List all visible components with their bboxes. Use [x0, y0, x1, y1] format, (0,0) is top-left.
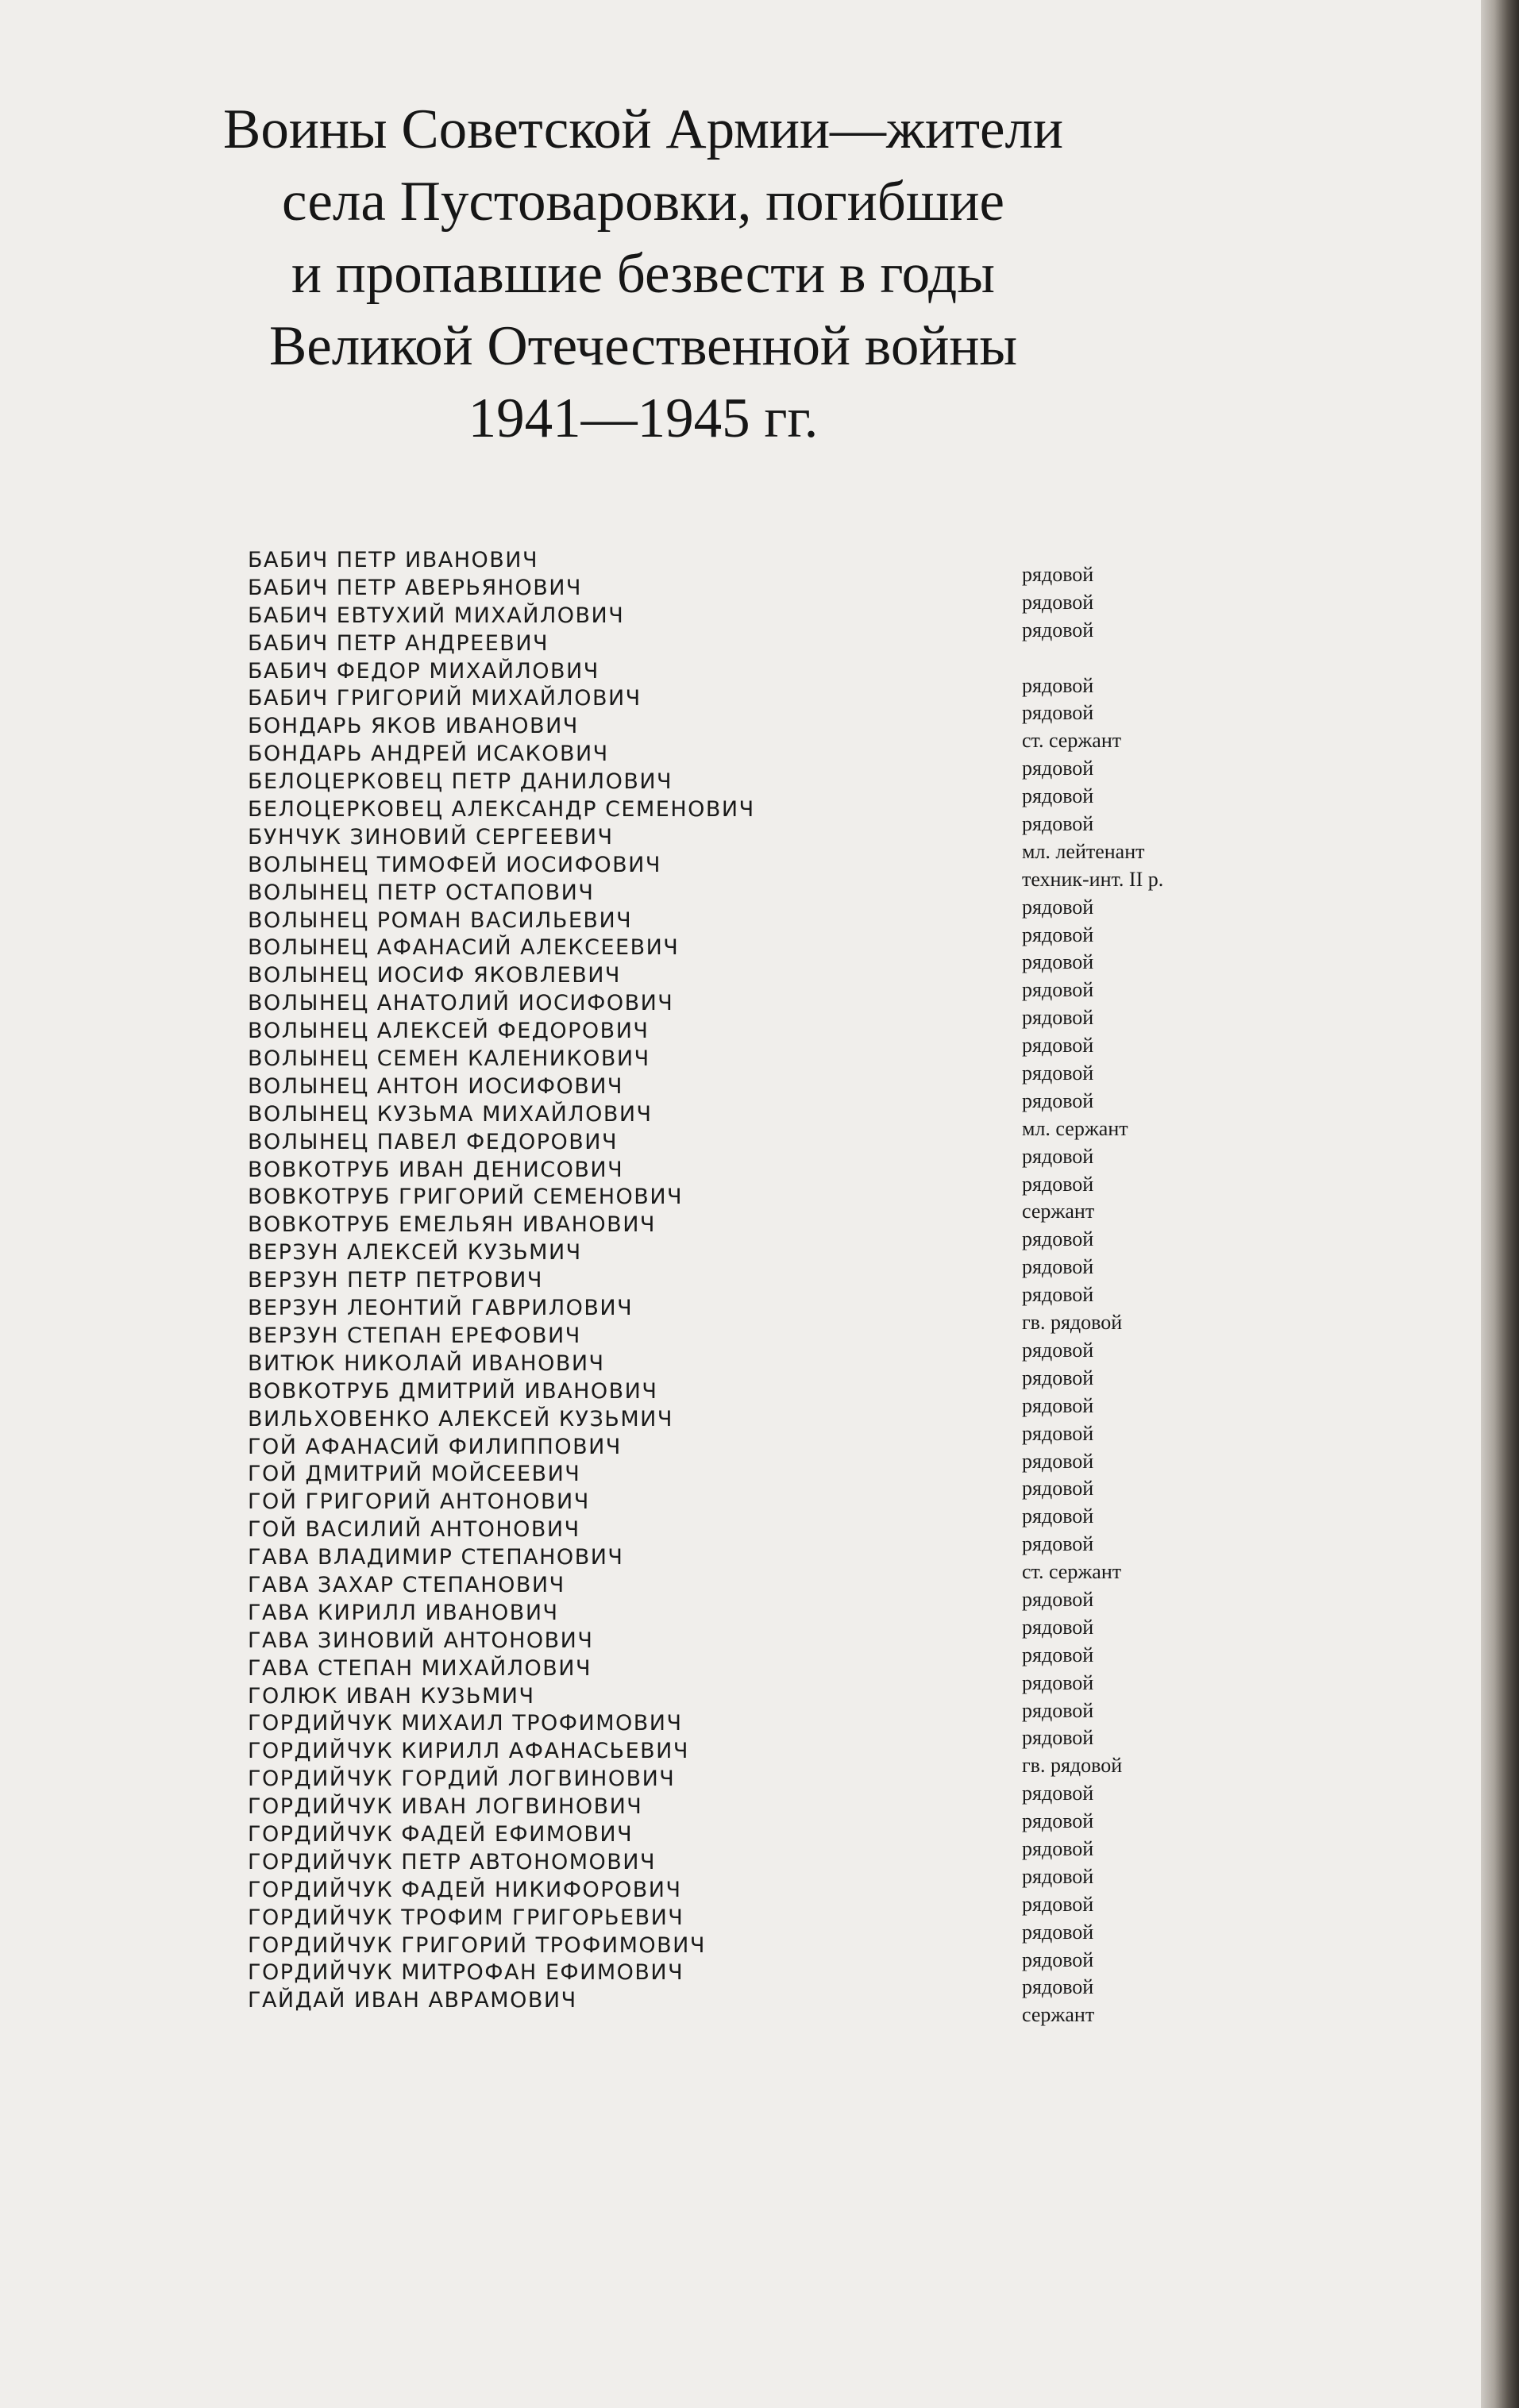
soldier-rank: рядовой	[1022, 1061, 1094, 1085]
roster-row	[248, 1766, 1280, 1805]
roster-row	[248, 1323, 1280, 1362]
roster-row	[248, 852, 1280, 891]
roster-row	[248, 1129, 1280, 1168]
soldier-name: ВОЛЫНЕЦ ИОСИФ ЯКОВЛЕВИЧ	[248, 963, 621, 988]
soldier-rank: рядовой	[1022, 1643, 1094, 1666]
soldier-name: БАБИЧ ПЕТР АВЕРЬЯНОВИЧ	[248, 575, 582, 600]
soldier-rank: рядовой	[1022, 1670, 1094, 1694]
soldier-name: ВОЛЫНЕЦ АЛЕКСЕЙ ФЕДОРОВИЧ	[248, 1019, 650, 1044]
soldier-rank: рядовой	[1022, 1144, 1094, 1168]
soldier-name: БЕЛОЦЕРКОВЕЦ АЛЕКСАНДР СЕМЕНОВИЧ	[248, 797, 755, 823]
soldier-name: ГОРДИЙЧУК ИВАН ЛОГВИНОВИЧ	[248, 1794, 643, 1820]
soldier-name: ГОРДИЙЧУК ГРИГОРИЙ ТРОФИМОВИЧ	[248, 1932, 706, 1958]
page-title	[127, 94, 1159, 455]
soldier-rank: рядовой	[1022, 1421, 1094, 1445]
roster-row	[248, 1184, 1280, 1223]
soldier-name: БЕЛОЦЕРКОВЕЦ ПЕТР ДАНИЛОВИЧ	[248, 769, 673, 795]
soldier-name: ГОРДИЙЧУК ФАДЕЙ НИКИФОРОВИЧ	[248, 1877, 682, 1902]
soldier-rank: сержант	[1022, 2003, 1095, 2027]
soldier-rank: рядовой	[1022, 1088, 1094, 1112]
soldier-rank: рядовой	[1022, 812, 1094, 836]
roster-row	[248, 1516, 1280, 1556]
soldier-name: ВЕРЗУН ПЕТР ПЕТРОВИЧ	[248, 1268, 543, 1293]
soldier-rank: гв. рядовой	[1022, 1311, 1123, 1335]
title-line: 1941—1945 гг.	[468, 387, 819, 449]
soldier-rank: рядовой	[1022, 1864, 1094, 1888]
roster-row	[248, 630, 1280, 658]
soldier-rank: ст. сержант	[1022, 1560, 1122, 1584]
title-line: Воины Советской Армии—жители	[223, 98, 1063, 160]
soldier-name: ВИЛЬХОВЕНКО АЛЕКСЕЙ КУЗЬМИЧ	[248, 1406, 673, 1431]
roster-row	[248, 1489, 1280, 1528]
soldier-name: ВЕРЗУН СТЕПАН ЕРЕФОВИЧ	[248, 1323, 581, 1348]
soldier-rank: ст. сержант	[1022, 729, 1122, 753]
roster-row	[248, 658, 1280, 697]
soldier-rank: рядовой	[1022, 1698, 1094, 1722]
roster-row	[248, 741, 1280, 780]
soldier-name: ГАВА ЗИНОВИЙ АНТОНОВИЧ	[248, 1628, 594, 1653]
roster-row	[248, 1738, 1280, 1778]
title-line: Великой Отечественной войны	[268, 315, 1018, 377]
soldier-rank: рядовой	[1022, 1006, 1094, 1030]
soldier-name: БАБИЧ ФЕДОР МИХАЙЛОВИЧ	[248, 658, 600, 684]
roster-row	[248, 713, 1280, 753]
soldier-name: ГАВА ЗАХАР СТЕПАНОВИЧ	[248, 1572, 565, 1597]
soldier-name: БОНДАРЬ ЯКОВ ИВАНОВИЧ	[248, 714, 579, 739]
soldier-rank: рядовой	[1022, 757, 1094, 780]
soldier-rank: рядовой	[1022, 895, 1094, 919]
roster-row	[248, 1350, 1280, 1389]
soldier-rank: рядовой	[1022, 978, 1094, 1002]
soldier-name: БУНЧУК ЗИНОВИЙ СЕРГЕЕВИЧ	[248, 824, 614, 850]
soldier-rank: рядовой	[1022, 1283, 1094, 1307]
soldier-rank: рядовой	[1022, 1366, 1094, 1389]
soldier-name: БАБИЧ ЕВТУХИЙ МИХАЙЛОВИЧ	[248, 603, 625, 628]
soldier-name: ГОЙ АФАНАСИЙ ФИЛИППОВИЧ	[248, 1434, 622, 1459]
soldier-rank: мл. лейтенант	[1022, 839, 1145, 863]
soldier-rank: сержант	[1022, 1200, 1095, 1223]
soldier-name: ВОВКОТРУБ ДМИТРИЙ ИВАНОВИЧ	[248, 1378, 658, 1404]
soldier-name: БОНДАРЬ АНДРЕЙ ИСАКОВИЧ	[248, 742, 609, 767]
soldier-name: ВОЛЫНЕЦ АФАНАСИЙ АЛЕКСЕЕВИЧ	[248, 935, 680, 961]
soldier-name: ВОЛЫНЕЦ РОМАН ВАСИЛЬЕВИЧ	[248, 907, 633, 933]
soldier-rank: рядовой	[1022, 618, 1094, 641]
roster-row	[248, 962, 1280, 1002]
soldier-name: ГАВА СТЕПАН МИХАЙЛОВИЧ	[248, 1655, 592, 1681]
soldier-name: БАБИЧ ПЕТР АНДРЕЕВИЧ	[248, 630, 549, 656]
soldier-rank: мл. сержант	[1022, 1116, 1128, 1140]
soldier-name: ВОЛЫНЕЦ ПЕТР ОСТАПОВИЧ	[248, 880, 595, 905]
roster-row	[248, 1877, 1280, 1916]
soldier-rank: рядовой	[1022, 1338, 1094, 1362]
soldier-name: ГОРДИЙЧУК КИРИЛЛ АФАНАСЬЕВИЧ	[248, 1739, 689, 1764]
roster-row	[248, 990, 1280, 1030]
soldier-rank: рядовой	[1022, 1975, 1094, 1999]
soldier-name: ГОРДИЙЧУК МИХАИЛ ТРОФИМОВИЧ	[248, 1711, 683, 1736]
roster-row	[248, 1821, 1280, 1860]
soldier-rank: рядовой	[1022, 701, 1094, 725]
soldier-name: ГОРДИЙЧУК МИТРОФАН ЕФИМОВИЧ	[248, 1960, 684, 1986]
soldier-rank: рядовой	[1022, 590, 1094, 614]
soldier-rank: рядовой	[1022, 1587, 1094, 1611]
roster-row	[248, 1793, 1280, 1833]
roster-row	[248, 769, 1280, 808]
roster-row	[248, 1905, 1280, 1944]
soldier-name: ГОЙ ВАСИЛИЙ АНТОНОВИЧ	[248, 1517, 580, 1543]
roster-row	[248, 1267, 1280, 1307]
soldier-rank: рядовой	[1022, 1449, 1094, 1473]
soldier-name: ВОЛЫНЕЦ АНТОН ИОСИФОВИЧ	[248, 1073, 623, 1099]
roster-row	[248, 1710, 1280, 1750]
soldier-name: ВОЛЫНЕЦ ПАВЕЛ ФЕДОРОВИЧ	[248, 1129, 618, 1154]
soldier-rank: рядовой	[1022, 1948, 1094, 1971]
soldier-name: ВОВКОТРУБ ИВАН ДЕНИСОВИЧ	[248, 1157, 624, 1182]
soldier-name: ВОЛЫНЕЦ ТИМОФЕЙ ИОСИФОВИЧ	[248, 852, 661, 877]
roster-row	[248, 1212, 1280, 1251]
soldier-rank: рядовой	[1022, 1782, 1094, 1805]
soldier-rank: рядовой	[1022, 563, 1094, 586]
soldier-name: ГОЛЮК ИВАН КУЗЬМИЧ	[248, 1683, 535, 1709]
soldier-rank: рядовой	[1022, 784, 1094, 808]
soldier-rank: рядовой	[1022, 1034, 1094, 1058]
roster-row	[248, 907, 1280, 946]
roster-row	[248, 1655, 1280, 1694]
soldier-rank: рядовой	[1022, 923, 1094, 946]
soldier-rank: рядовой	[1022, 1477, 1094, 1501]
soldier-name: ВЕРЗУН АЛЕКСЕЙ КУЗЬМИЧ	[248, 1240, 582, 1266]
soldier-name: ВИТЮК НИКОЛАЙ ИВАНОВИЧ	[248, 1350, 605, 1376]
soldier-name: ВОЛЫНЕЦ СЕМЕН КАЛЕНИКОВИЧ	[248, 1046, 650, 1072]
soldier-name: ГОЙ ГРИГОРИЙ АНТОНОВИЧ	[248, 1489, 590, 1515]
roster-row	[248, 1157, 1280, 1196]
soldier-name: ГАВА ВЛАДИМИР СТЕПАНОВИЧ	[248, 1545, 624, 1570]
title-line: села Пустоваровки, погибшие	[282, 171, 1004, 233]
soldier-roster	[248, 547, 1280, 2027]
roster-row	[248, 1628, 1280, 1666]
roster-row	[248, 1406, 1280, 1445]
roster-row	[248, 1959, 1280, 1999]
soldier-name: ГОРДИЙЧУК ГОРДИЙ ЛОГВИНОВИЧ	[248, 1767, 676, 1792]
soldier-rank: рядовой	[1022, 1505, 1094, 1528]
roster-row	[248, 1932, 1280, 1971]
soldier-name: ГОРДИЙЧУК ТРОФИМ ГРИГОРЬЕВИЧ	[248, 1905, 684, 1930]
page-edge-shadow	[1481, 0, 1519, 2408]
soldier-rank: рядовой	[1022, 1532, 1094, 1556]
soldier-name: ГОРДИЙЧУК ФАДЕЙ ЕФИМОВИЧ	[248, 1821, 634, 1847]
soldier-name: ВОВКОТРУБ ЕМЕЛЬЯН ИВАНОВИЧ	[248, 1212, 656, 1238]
roster-row	[248, 1378, 1280, 1417]
roster-row	[248, 1073, 1280, 1112]
soldier-rank: рядовой	[1022, 1726, 1094, 1750]
soldier-name: ВОВКОТРУБ ГРИГОРИЙ СЕМЕНОВИЧ	[248, 1185, 684, 1210]
roster-row	[248, 575, 1280, 614]
soldier-name: ВОЛЫНЕЦ КУЗЬМА МИХАЙЛОВИЧ	[248, 1101, 653, 1127]
roster-row	[248, 1987, 1280, 2027]
soldier-rank: рядовой	[1022, 1393, 1094, 1417]
soldier-rank: гв. рядовой	[1022, 1754, 1123, 1778]
soldier-rank: рядовой	[1022, 1255, 1094, 1279]
soldier-name: БАБИЧ ПЕТР ИВАНОВИЧ	[248, 548, 538, 572]
soldier-name: ВЕРЗУН ЛЕОНТИЙ ГАВРИЛОВИЧ	[248, 1296, 634, 1321]
roster-row	[248, 1849, 1280, 1888]
soldier-rank: рядовой	[1022, 1809, 1094, 1833]
soldier-rank: рядовой	[1022, 1172, 1094, 1196]
roster-row	[248, 547, 1280, 586]
soldier-rank: рядовой	[1022, 1920, 1094, 1944]
soldier-name: БАБИЧ ГРИГОРИЙ МИХАЙЛОВИЧ	[248, 686, 642, 711]
soldier-name: ГАЙДАЙ ИВАН АВРАМОВИЧ	[248, 1988, 577, 2013]
roster-row	[248, 1295, 1280, 1335]
roster-row	[248, 824, 1280, 863]
roster-row	[248, 603, 1280, 641]
soldier-name: ГАВА КИРИЛЛ ИВАНОВИЧ	[248, 1600, 559, 1625]
roster-row	[248, 685, 1280, 725]
roster-row	[248, 1544, 1280, 1584]
soldier-rank: рядовой	[1022, 1227, 1094, 1251]
soldier-name: ГОРДИЙЧУК ПЕТР АВТОНОМОВИЧ	[248, 1849, 656, 1874]
roster-row	[248, 1683, 1280, 1722]
roster-row	[248, 1572, 1280, 1611]
soldier-rank: рядовой	[1022, 673, 1094, 697]
roster-row	[248, 1239, 1280, 1279]
title-line: и пропавшие безвести в годы	[291, 243, 995, 305]
soldier-name: ГОЙ ДМИТРИЙ МОЙСЕЕВИЧ	[248, 1462, 581, 1487]
roster-row	[248, 1046, 1280, 1085]
soldier-rank: рядовой	[1022, 1892, 1094, 1916]
soldier-name: ВОЛЫНЕЦ АНАТОЛИЙ ИОСИФОВИЧ	[248, 991, 674, 1016]
soldier-rank: рядовой	[1022, 950, 1094, 974]
roster-row	[248, 934, 1280, 974]
soldier-rank: техник-инт. II р.	[1022, 867, 1164, 891]
roster-row	[248, 1434, 1280, 1473]
roster-row	[248, 1461, 1280, 1501]
soldier-rank: рядовой	[1022, 1615, 1094, 1639]
roster-row	[248, 796, 1280, 836]
roster-row	[248, 1101, 1280, 1140]
roster-row	[248, 1600, 1280, 1639]
roster-row	[248, 880, 1280, 919]
roster-row	[248, 1018, 1280, 1058]
soldier-rank: рядовой	[1022, 1836, 1094, 1860]
